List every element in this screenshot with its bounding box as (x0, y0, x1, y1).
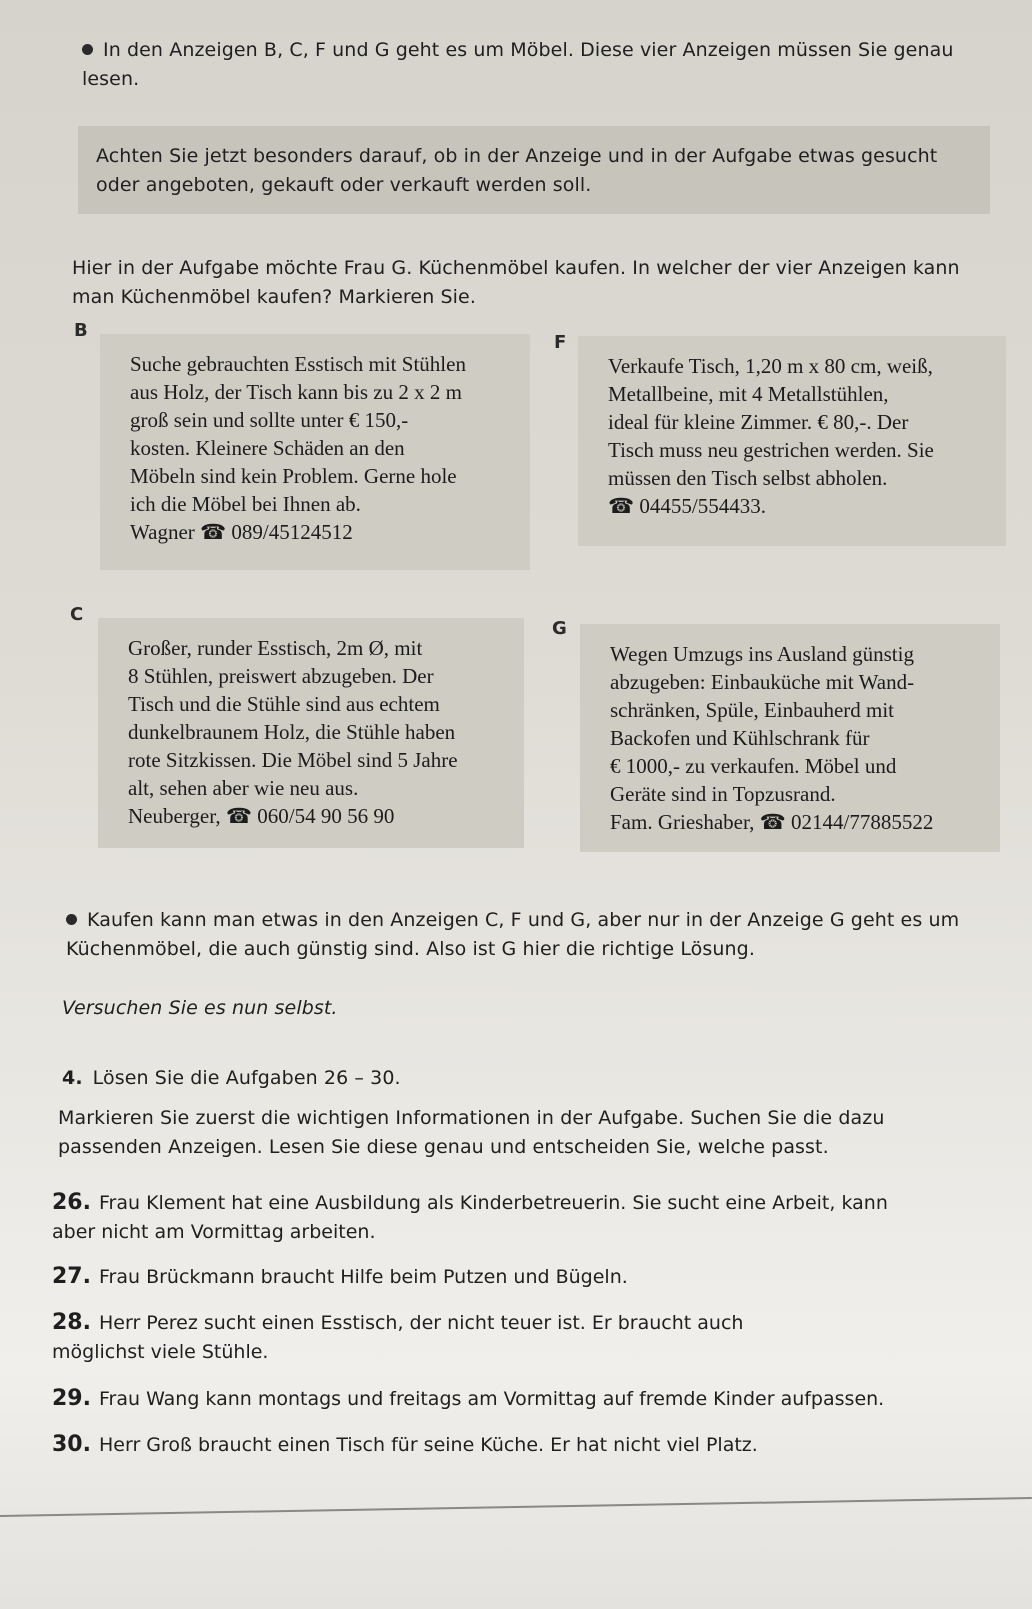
exercise-number: 4. (62, 1067, 83, 1089)
task-text: Frau Brückmann braucht Hilfe beim Putzen und Bügeln. (98, 1266, 628, 1288)
task-text: Frau Klement hat eine Ausbildung als Kinderbetreuerin. Sie sucht eine Arbeit, kann aber nicht am Vormittag arbeiten. (52, 1192, 888, 1243)
exercise-heading: 4. Lösen Sie die Aufgaben 26 – 30. (62, 1067, 401, 1089)
task-number: 29. (52, 1386, 91, 1411)
exercise-instructions: Markieren Sie zuerst die wichtigen Informationen in der Aufgabe. Suchen Sie die dazu passenden Anzeigen. Lesen Sie diese genau und entscheiden Sie, welche passt. (58, 1107, 885, 1158)
ad-c-line: dunkelbraunem Holz, die Stühle haben (128, 720, 456, 744)
hint-text: Achten Sie jetzt besonders darauf, ob in der Anzeige und in der Aufgabe etwas gesucht oder angeboten, gekauft oder verkauft werden soll. (96, 145, 938, 196)
ad-f-line: müssen den Tisch selbst abholen. (608, 466, 888, 490)
task-item (52, 1430, 992, 1460)
task-item (52, 1188, 922, 1247)
ad-c-line: Großer, runder Esstisch, 2m Ø, mit (128, 636, 423, 660)
ad-b-line: kosten. Kleinere Schäden an den (130, 436, 405, 460)
ad-g-line: Geräte sind in Topzusrand. (610, 782, 836, 806)
ad-f-line: ideal für kleine Zimmer. € 80,-. Der (608, 410, 909, 434)
ad-b-line: groß sein und sollte unter € 150,- (130, 408, 409, 432)
ad-b-letter: B (74, 320, 88, 341)
ad-f-line: Verkaufe Tisch, 1,20 m x 80 cm, weiß, (608, 354, 933, 378)
ad-c-line: Tisch und die Stühle sind aus echtem (128, 692, 440, 716)
ad-b-line: Suche gebrauchten Esstisch mit Stühlen (130, 352, 466, 376)
ad-c-contact: Neuberger, ☎ 060/54 90 56 90 (128, 804, 395, 828)
try-yourself: Versuchen Sie es nun selbst. (62, 997, 338, 1019)
page-edge-line (0, 1497, 1032, 1517)
ad-c-line: rote Sitzkissen. Die Möbel sind 5 Jahre (128, 748, 458, 772)
ad-g-line: € 1000,- zu verkaufen. Möbel und (610, 754, 897, 778)
bullet-icon (82, 44, 93, 55)
task-number: 27. (52, 1264, 91, 1289)
task-text: Herr Groß braucht einen Tisch für seine Küche. Er hat nicht viel Platz. (98, 1434, 758, 1456)
task-number: 28. (52, 1310, 91, 1335)
ad-g-contact: Fam. Grieshaber, ☎ 02144/77885522 (610, 810, 934, 834)
intro-paragraph: In den Anzeigen B, C, F und G geht es um Möbel. Diese vier Anzeigen müssen Sie genau lesen. (82, 39, 954, 90)
ad-g-letter: G (552, 618, 567, 639)
bullet-icon (66, 914, 77, 925)
ad-c-letter: C (70, 604, 84, 625)
ad-g-line: schränken, Spüle, Einbauherd mit (610, 698, 895, 722)
ad-f-contact: ☎ 04455/554433. (608, 494, 766, 518)
ad-g (580, 624, 1000, 852)
task-text: Herr Perez sucht einen Esstisch, der nicht teuer ist. Er braucht auch möglichst viele Stühle. (52, 1312, 744, 1363)
ad-b-contact: Wagner ☎ 089/45124512 (130, 520, 353, 544)
ad-c-line: alt, sehen aber wie neu aus. (128, 776, 359, 800)
task-number: 26. (52, 1190, 91, 1215)
ad-b-line: aus Holz, der Tisch kann bis zu 2 x 2 m (130, 380, 462, 404)
ad-g-line: abzugeben: Einbauküche mit Wand- (610, 670, 915, 694)
ad-c (98, 618, 524, 848)
ad-g-line: Backofen und Kühlschrank für (610, 726, 870, 750)
task-text: Frau Wang kann montags und freitags am Vormittag auf fremde Kinder aufpassen. (98, 1388, 885, 1410)
ad-f (578, 336, 1006, 546)
ad-g-line: Wegen Umzugs ins Ausland günstig (610, 642, 914, 666)
task-item (52, 1384, 992, 1414)
solution-paragraph: Kaufen kann man etwas in den Anzeigen C, F und G, aber nur in der Anzeige G geht es um Küchenmöbel, die auch günstig sind. Also ist G hier die richtige Lösung. (66, 909, 960, 960)
ad-b (100, 334, 530, 570)
ad-f-letter: F (554, 332, 567, 353)
task-question: Hier in der Aufgabe möchte Frau G. Küchenmöbel kaufen. In welcher der vier Anzeigen kann man Küchenmöbel kaufen? Markieren Sie. (72, 257, 960, 308)
ad-c-line: 8 Stühlen, preiswert abzugeben. Der (128, 664, 434, 688)
task-item (52, 1262, 932, 1292)
ad-b-line: ich die Möbel bei Ihnen ab. (130, 492, 361, 516)
ad-f-line: Tisch muss neu gestrichen werden. Sie (608, 438, 934, 462)
ad-f-line: Metallbeine, mit 4 Metallstühlen, (608, 382, 889, 406)
ad-b-line: Möbeln sind kein Problem. Gerne hole (130, 464, 457, 488)
task-number: 30. (52, 1432, 91, 1457)
task-item (52, 1308, 822, 1367)
